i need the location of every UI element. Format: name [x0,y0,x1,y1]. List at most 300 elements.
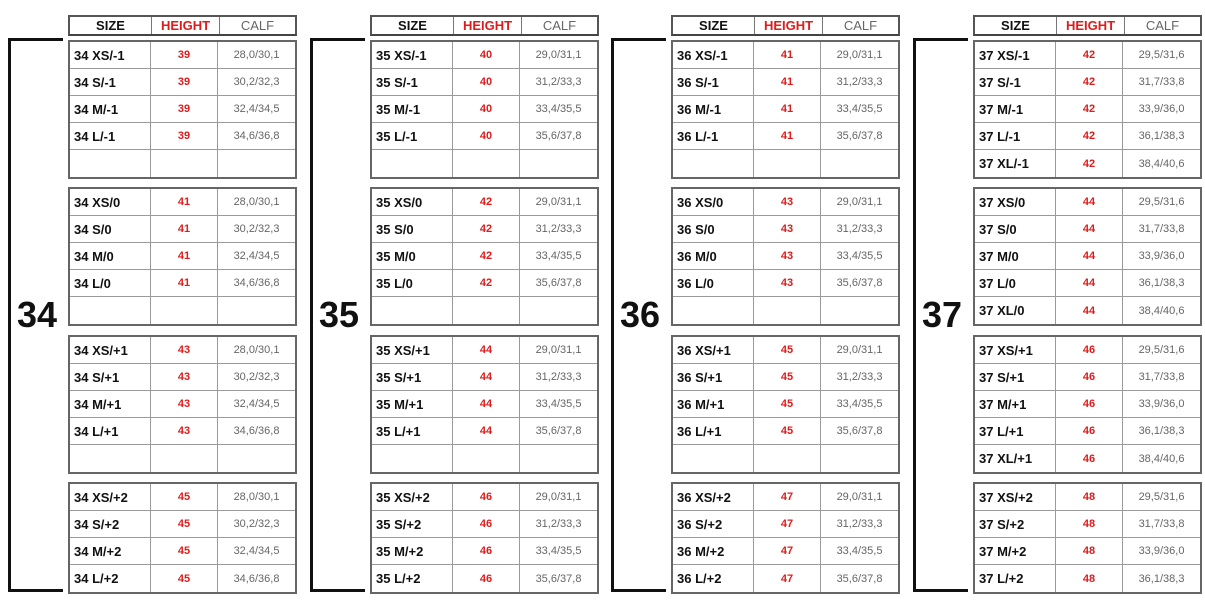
size-cell: 37 L/-1 [975,123,1056,149]
calf-cell: 28,0/30,1 [233,49,280,61]
size-cell: 34 M/-1 [70,96,151,122]
height-cell: 46 [1056,337,1123,363]
calf-cell [218,150,295,177]
calf-cell: 29,0/31,1 [535,196,582,208]
calf-cell: 30,2/32,3 [233,518,280,530]
height-cell: 43 [151,337,218,363]
header-calf: CALF [843,18,878,33]
table-row [70,484,295,511]
table-row [975,418,1200,445]
header-height: HEIGHT [1057,17,1125,34]
header-size: SIZE [975,17,1057,34]
size-cell: 35 M/0 [372,243,453,269]
table-row [372,96,597,123]
height-cell: 44 [1056,270,1123,296]
table-row [975,364,1200,391]
size-cell: 37 S/0 [975,216,1056,242]
calf-cell: 28,0/30,1 [233,491,280,503]
calf-cell: 31,2/33,3 [535,371,582,383]
size-cell: 36 XS/-1 [673,42,754,68]
size-cell: 36 S/+1 [673,364,754,390]
height-cell: 46 [1056,364,1123,390]
table-row [70,123,295,150]
table-row [372,42,597,69]
size-cell: 36 L/-1 [673,123,754,149]
size-group [973,187,1202,326]
height-cell: 47 [754,511,821,537]
height-cell: 48 [1056,538,1123,564]
height-cell: 43 [151,364,218,390]
height-cell: 43 [754,189,821,215]
height-cell [453,445,520,472]
calf-cell: 34,6/36,8 [233,130,280,142]
size-cell [70,150,151,177]
size-cell: 37 L/+1 [975,418,1056,444]
size-cell: 37 XS/0 [975,189,1056,215]
calf-cell: 34,6/36,8 [233,572,280,585]
shoe-size-number: 35 [318,294,360,335]
table-row [372,565,597,592]
size-cell [673,297,754,324]
calf-cell: 35,6/37,8 [836,572,883,585]
table-row [372,418,597,445]
height-cell [754,297,821,324]
height-cell: 42 [1056,69,1123,95]
table-header [370,15,599,36]
size-group [671,40,900,179]
calf-cell [821,297,898,324]
shoe-size-number: 34 [16,294,58,335]
table-row [673,96,898,123]
size-cell: 35 XS/+2 [372,484,453,510]
table-row [673,42,898,69]
size-cell: 34 XS/0 [70,189,151,215]
calf-cell: 35,6/37,8 [535,130,582,142]
calf-cell: 31,2/33,3 [836,371,883,383]
calf-cell: 29,0/31,1 [535,49,582,61]
table-row [70,150,295,177]
header-size: SIZE [70,17,152,34]
calf-cell: 34,6/36,8 [233,425,280,437]
size-cell: 37 XL/+1 [975,445,1056,472]
table-row [372,337,597,364]
table-row [372,123,597,150]
size-cell: 34 XS/+2 [70,484,151,510]
calf-cell: 31,2/33,3 [836,76,883,88]
size-cell: 35 M/-1 [372,96,453,122]
calf-cell: 31,7/33,8 [1138,223,1185,235]
size-group [973,335,1202,474]
calf-cell: 30,2/32,3 [233,223,280,235]
calf-cell: 31,7/33,8 [1138,371,1185,383]
size-cell: 35 M/+1 [372,391,453,417]
calf-cell: 29,5/31,6 [1138,49,1185,61]
height-cell: 46 [453,538,520,564]
size-panel [302,0,597,601]
size-cell: 36 M/-1 [673,96,754,122]
table-row [70,216,295,243]
table-row [975,391,1200,418]
size-cell: 37 M/+2 [975,538,1056,564]
size-cell: 35 XS/0 [372,189,453,215]
calf-cell: 32,4/34,5 [233,103,280,115]
calf-cell: 31,7/33,8 [1138,76,1185,88]
calf-cell [218,445,295,472]
table-row [70,511,295,538]
table-row [975,216,1200,243]
table-row [975,150,1200,177]
size-cell [372,445,453,472]
height-cell: 41 [151,270,218,296]
table-row [975,565,1200,592]
height-cell: 41 [754,69,821,95]
size-cell: 34 M/0 [70,243,151,269]
table-row [673,484,898,511]
calf-cell: 30,2/32,3 [233,76,280,88]
table-row [673,297,898,324]
height-cell: 41 [754,42,821,68]
table-row [372,270,597,297]
height-cell: 45 [754,337,821,363]
calf-cell: 29,0/31,1 [836,196,883,208]
height-cell: 44 [1056,216,1123,242]
height-cell: 47 [754,538,821,564]
size-cell: 36 S/-1 [673,69,754,95]
size-cell: 34 L/+1 [70,418,151,444]
calf-cell: 32,4/34,5 [233,545,280,557]
table-row [975,123,1200,150]
size-cell: 36 M/0 [673,243,754,269]
size-cell: 37 XS/-1 [975,42,1056,68]
header-calf: CALF [542,18,577,33]
table-row [70,418,295,445]
header-size: SIZE [673,17,755,34]
size-cell: 37 M/-1 [975,96,1056,122]
height-cell: 44 [1056,189,1123,215]
height-cell: 47 [754,565,821,592]
height-cell: 43 [754,216,821,242]
size-group [370,482,599,594]
table-row [70,270,295,297]
calf-cell: 32,4/34,5 [233,250,280,262]
size-group [671,335,900,474]
size-cell: 34 S/0 [70,216,151,242]
height-cell: 44 [1056,243,1123,269]
calf-cell: 33,4/35,5 [836,545,883,557]
size-cell: 35 L/+1 [372,418,453,444]
size-cell: 35 S/-1 [372,69,453,95]
table-row [975,69,1200,96]
table-row [70,565,295,592]
table-row [673,189,898,216]
size-cell: 36 XS/+1 [673,337,754,363]
calf-cell: 33,4/35,5 [535,545,582,557]
table-row [673,123,898,150]
calf-cell: 36,1/38,3 [1138,425,1185,437]
size-group [671,187,900,326]
size-cell: 36 L/0 [673,270,754,296]
table-row [673,270,898,297]
calf-cell: 36,1/38,3 [1138,572,1185,585]
calf-cell: 33,9/36,0 [1138,103,1185,115]
calf-cell: 32,4/34,5 [233,398,280,410]
size-cell: 35 L/0 [372,270,453,296]
size-panel [905,0,1200,601]
height-cell: 39 [151,42,218,68]
height-cell [453,297,520,324]
size-cell: 34 XS/+1 [70,337,151,363]
size-cell [372,297,453,324]
size-cell: 35 S/+2 [372,511,453,537]
size-cell [673,445,754,472]
table-row [673,511,898,538]
calf-cell [821,445,898,472]
height-cell: 42 [453,216,520,242]
shoe-size-block [611,38,666,592]
table-row [372,391,597,418]
calf-cell: 29,5/31,6 [1138,196,1185,208]
height-cell: 44 [453,364,520,390]
header-size: SIZE [372,17,454,34]
table-row [975,243,1200,270]
height-cell: 39 [151,69,218,95]
size-group [68,482,297,594]
table-row [70,337,295,364]
calf-cell: 31,2/33,3 [836,518,883,530]
height-cell [754,150,821,177]
calf-cell: 31,2/33,3 [535,76,582,88]
calf-cell [520,445,597,472]
table-row [975,189,1200,216]
size-cell: 37 M/+1 [975,391,1056,417]
table-row [975,42,1200,69]
table-row [70,538,295,565]
height-cell: 46 [1056,391,1123,417]
size-group [68,187,297,326]
calf-cell: 29,5/31,6 [1138,344,1185,356]
table-row [372,538,597,565]
size-cell: 36 S/0 [673,216,754,242]
table-row [673,69,898,96]
height-cell: 45 [754,364,821,390]
calf-cell: 33,9/36,0 [1138,250,1185,262]
table-row [975,297,1200,324]
header-height: HEIGHT [454,17,522,34]
size-cell: 34 L/+2 [70,565,151,592]
height-cell: 44 [453,418,520,444]
height-cell: 39 [151,123,218,149]
size-cell: 37 XL/0 [975,297,1056,324]
header-calf: CALF [240,18,275,33]
size-group [68,335,297,474]
height-cell: 45 [151,538,218,564]
size-cell: 36 M/+1 [673,391,754,417]
size-cell: 35 L/-1 [372,123,453,149]
table-row [70,96,295,123]
calf-cell: 29,0/31,1 [535,344,582,356]
calf-cell: 35,6/37,8 [535,425,582,437]
calf-cell: 29,5/31,6 [1138,491,1185,503]
table-row [372,150,597,177]
size-panel [603,0,898,601]
size-cell: 37 M/0 [975,243,1056,269]
size-group [370,187,599,326]
height-cell: 42 [1056,96,1123,122]
table-row [372,297,597,324]
size-cell: 35 XS/-1 [372,42,453,68]
height-cell: 41 [151,243,218,269]
table-row [372,484,597,511]
calf-cell: 35,6/37,8 [836,277,883,289]
height-cell: 45 [151,511,218,537]
size-cell: 35 XS/+1 [372,337,453,363]
shoe-size-number: 36 [619,294,661,335]
table-row [673,364,898,391]
table-row [673,243,898,270]
size-cell: 37 XS/+2 [975,484,1056,510]
table-row [975,96,1200,123]
height-cell: 43 [151,418,218,444]
table-row [70,445,295,472]
height-cell [151,445,218,472]
table-row [673,216,898,243]
calf-cell: 35,6/37,8 [836,425,883,437]
height-cell [151,150,218,177]
size-cell: 37 XS/+1 [975,337,1056,363]
table-row [673,565,898,592]
table-row [372,189,597,216]
table-header [671,15,900,36]
height-cell: 48 [1056,511,1123,537]
size-cell: 37 S/+2 [975,511,1056,537]
height-cell: 42 [1056,123,1123,149]
size-group [68,40,297,179]
height-cell: 43 [151,391,218,417]
size-cell: 36 XS/0 [673,189,754,215]
calf-cell: 29,0/31,1 [836,49,883,61]
size-cell [372,150,453,177]
size-group [671,482,900,594]
height-cell: 44 [1056,297,1123,324]
height-cell [754,445,821,472]
table-row [372,216,597,243]
calf-cell [218,297,295,324]
height-cell: 45 [754,418,821,444]
height-cell: 46 [453,511,520,537]
shoe-size-number: 37 [921,294,963,335]
size-cell: 34 XS/-1 [70,42,151,68]
size-cell: 35 M/+2 [372,538,453,564]
header-height: HEIGHT [152,17,220,34]
size-cell: 36 S/+2 [673,511,754,537]
calf-cell [821,150,898,177]
size-cell: 37 S/-1 [975,69,1056,95]
size-group [370,40,599,179]
height-cell: 48 [1056,565,1123,592]
size-cell: 37 S/+1 [975,364,1056,390]
calf-cell: 33,9/36,0 [1138,398,1185,410]
calf-cell [520,297,597,324]
size-cell: 34 L/0 [70,270,151,296]
height-cell: 41 [151,189,218,215]
height-cell: 42 [453,243,520,269]
size-group [973,482,1202,594]
table-row [673,391,898,418]
calf-cell [520,150,597,177]
shoe-size-block [8,38,63,592]
calf-cell: 29,0/31,1 [535,491,582,503]
height-cell [453,150,520,177]
height-cell: 42 [453,270,520,296]
height-cell: 43 [754,243,821,269]
calf-cell: 29,0/31,1 [836,344,883,356]
table-row [673,337,898,364]
table-row [70,364,295,391]
table-header [68,15,297,36]
table-row [673,445,898,472]
calf-cell: 31,2/33,3 [836,223,883,235]
size-cell: 34 S/+1 [70,364,151,390]
table-row [70,69,295,96]
calf-cell: 36,1/38,3 [1138,277,1185,289]
calf-cell: 33,4/35,5 [535,250,582,262]
size-cell: 34 M/+2 [70,538,151,564]
table-row [70,243,295,270]
height-cell: 45 [151,484,218,510]
calf-cell: 33,4/35,5 [535,103,582,115]
size-cell: 34 M/+1 [70,391,151,417]
size-cell: 35 S/+1 [372,364,453,390]
calf-cell: 33,9/36,0 [1138,545,1185,557]
height-cell: 45 [754,391,821,417]
size-panel [0,0,295,601]
table-row [70,391,295,418]
table-row [70,297,295,324]
height-cell [151,297,218,324]
size-cell: 34 S/+2 [70,511,151,537]
height-cell: 40 [453,123,520,149]
height-cell: 40 [453,42,520,68]
height-cell: 40 [453,96,520,122]
calf-cell: 33,4/35,5 [535,398,582,410]
calf-cell: 35,6/37,8 [836,130,883,142]
table-row [673,538,898,565]
size-cell [673,150,754,177]
calf-cell: 31,2/33,3 [535,223,582,235]
header-height: HEIGHT [755,17,823,34]
calf-cell: 35,6/37,8 [535,277,582,289]
size-cell [70,445,151,472]
size-cell: 35 L/+2 [372,565,453,592]
height-cell: 44 [453,337,520,363]
height-cell: 46 [453,565,520,592]
size-cell: 36 L/+2 [673,565,754,592]
table-header [973,15,1202,36]
table-row [975,484,1200,511]
table-row [372,243,597,270]
calf-cell: 35,6/37,8 [535,572,582,585]
size-cell: 34 S/-1 [70,69,151,95]
table-row [673,418,898,445]
calf-cell: 31,7/33,8 [1138,518,1185,530]
height-cell: 46 [453,484,520,510]
size-cell: 37 XL/-1 [975,150,1056,177]
table-row [70,42,295,69]
table-row [372,511,597,538]
height-cell: 41 [754,123,821,149]
height-cell: 45 [151,565,218,592]
size-cell: 36 XS/+2 [673,484,754,510]
